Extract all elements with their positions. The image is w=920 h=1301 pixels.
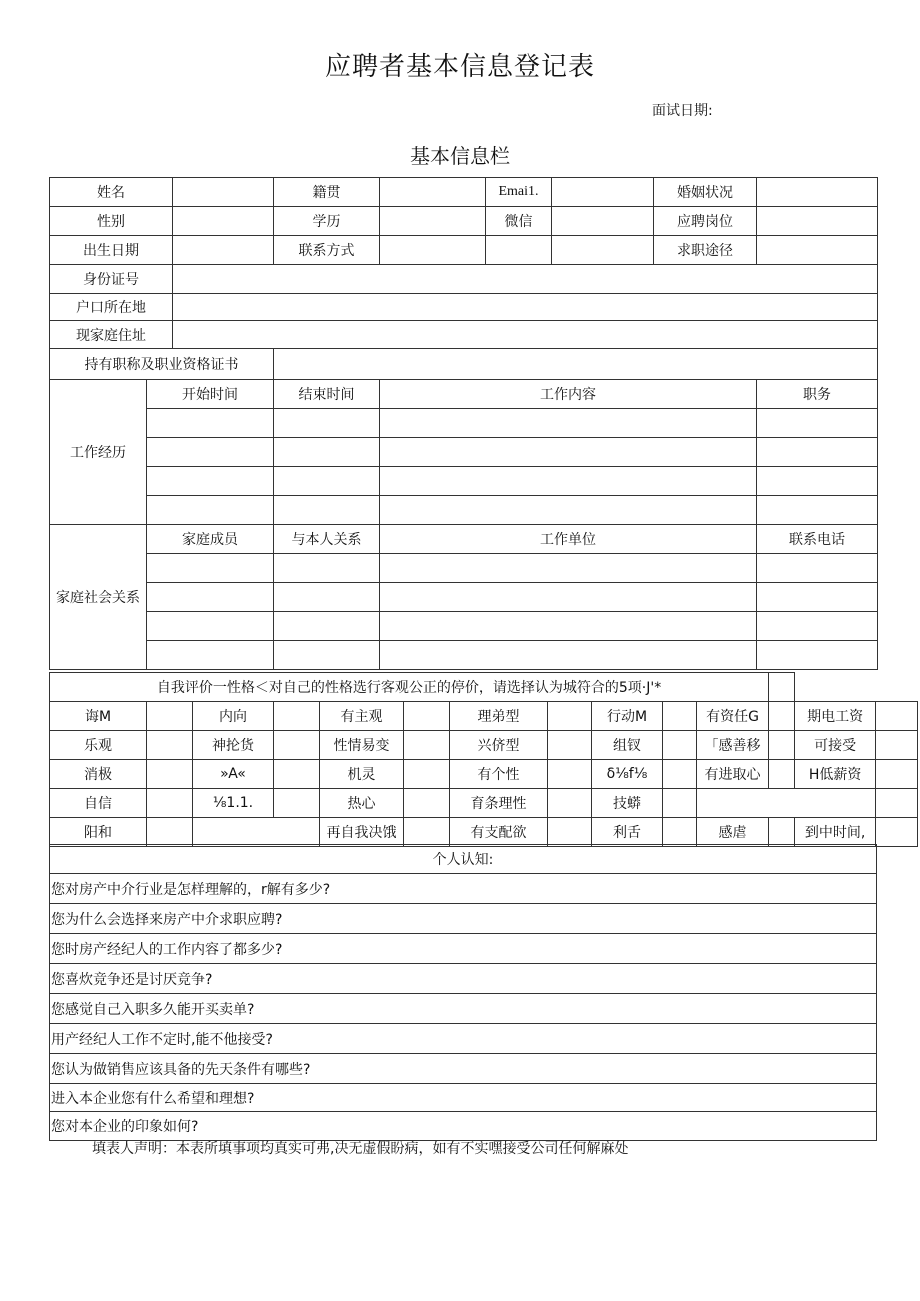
- label-native-place: 籍贯: [274, 178, 380, 207]
- family-cell[interactable]: [147, 583, 274, 612]
- trait-checkbox[interactable]: [404, 789, 450, 818]
- trait-row: [50, 818, 918, 847]
- trait-checkbox[interactable]: [548, 789, 592, 818]
- work-experience-label: 工作经历: [50, 380, 147, 525]
- work-cell[interactable]: [147, 496, 274, 525]
- field-contact[interactable]: [380, 236, 486, 265]
- work-cell[interactable]: [380, 496, 757, 525]
- work-cell[interactable]: [274, 438, 380, 467]
- label-gender: 性别: [50, 207, 173, 236]
- field-birth-date[interactable]: [173, 236, 274, 265]
- question-row[interactable]: 您感觉自己入职多久能开买卖单?: [50, 994, 877, 1024]
- trait-checkbox[interactable]: [663, 731, 697, 760]
- work-cell[interactable]: [757, 409, 878, 438]
- work-cell[interactable]: [274, 409, 380, 438]
- work-cell[interactable]: [380, 467, 757, 496]
- family-cell[interactable]: [757, 583, 878, 612]
- trait-label: 到中时间,: [795, 818, 876, 847]
- label-certificates: 持有职称及职业资格证书: [50, 349, 274, 380]
- work-cell[interactable]: [757, 438, 878, 467]
- trait-checkbox[interactable]: [147, 789, 193, 818]
- label-birth-date: 出生日期: [50, 236, 173, 265]
- prompt-blank: [769, 673, 795, 702]
- personal-cognition-table: [49, 844, 877, 1141]
- question-row[interactable]: 用产经纪人工作不定时,能不他接受?: [50, 1024, 877, 1054]
- family-row: [50, 612, 878, 641]
- field-marital-status[interactable]: [757, 178, 878, 207]
- label-address: 现家庭住址: [50, 321, 173, 349]
- trait-label: 诲M: [50, 702, 147, 731]
- trait-label: 内向: [193, 702, 274, 731]
- family-cell[interactable]: [274, 583, 380, 612]
- field-name[interactable]: [173, 178, 274, 207]
- work-cell[interactable]: [380, 409, 757, 438]
- field-position[interactable]: [757, 207, 878, 236]
- col-family-member: 家庭成员: [147, 525, 274, 554]
- family-cell[interactable]: [757, 612, 878, 641]
- trait-label: 可接受: [795, 731, 876, 760]
- trait-checkbox[interactable]: [663, 789, 697, 818]
- trait-label: 有资任G: [697, 702, 769, 731]
- col-end-time: 结束时间: [274, 380, 380, 409]
- col-employer: 工作单位: [380, 525, 757, 554]
- family-label: 家庭社会关系: [50, 525, 147, 670]
- trait-checkbox[interactable]: [147, 702, 193, 731]
- col-start-time: 开始时间: [147, 380, 274, 409]
- trait-checkbox[interactable]: [404, 818, 450, 847]
- trait-checkbox[interactable]: [404, 760, 450, 789]
- trait-label: 热心: [320, 789, 404, 818]
- family-row: [50, 641, 878, 670]
- cognition-title: 个人认知:: [50, 845, 877, 874]
- field-job-source[interactable]: [757, 236, 878, 265]
- trait-label: 利舌: [592, 818, 663, 847]
- work-cell[interactable]: [147, 409, 274, 438]
- prompt-blank-right: [795, 673, 918, 702]
- trait-label: 乐观: [50, 731, 147, 760]
- field-gender[interactable]: [173, 207, 274, 236]
- field-household[interactable]: [173, 294, 878, 321]
- col-phone: 联系电话: [757, 525, 878, 554]
- trait-checkbox[interactable]: [548, 760, 592, 789]
- self-evaluation-prompt: 自我评价一性格＜对自己的性格选行客观公正的停价，请选择认为城符合的5项·J'*: [50, 673, 769, 702]
- trait-checkbox[interactable]: [147, 760, 193, 789]
- trait-checkbox[interactable]: [663, 702, 697, 731]
- label-name: 姓名: [50, 178, 173, 207]
- trait-label: 期电工资: [795, 702, 876, 731]
- work-row: [50, 438, 878, 467]
- trait-label: 性情易变: [320, 731, 404, 760]
- trait-label: 组钗: [592, 731, 663, 760]
- trait-empty: [697, 789, 876, 818]
- label-id-number: 身份证号: [50, 265, 173, 294]
- self-evaluation-table: [49, 672, 918, 847]
- trait-checkbox[interactable]: [876, 731, 918, 760]
- section-title: 基本信息栏: [410, 144, 510, 168]
- page-title: 应聘者基本信息登记表: [324, 52, 595, 82]
- trait-label: »A«: [193, 760, 274, 789]
- question-row[interactable]: 进入本企业您有什么希望和理想?: [50, 1084, 877, 1112]
- label-position: 应聘岗位: [654, 207, 757, 236]
- work-cell[interactable]: [147, 467, 274, 496]
- trait-checkbox[interactable]: [769, 702, 795, 731]
- work-cell[interactable]: [757, 496, 878, 525]
- field-id-number[interactable]: [173, 265, 878, 294]
- field-native-place[interactable]: [380, 178, 486, 207]
- question-row[interactable]: 您时房产经纪人的工作内容了都多少?: [50, 934, 877, 964]
- question-row[interactable]: 您认为做销售应该具备的先天条件有哪些?: [50, 1054, 877, 1084]
- trait-label: 感虐: [697, 818, 769, 847]
- work-cell[interactable]: [757, 467, 878, 496]
- family-row: [50, 583, 878, 612]
- family-cell[interactable]: [757, 641, 878, 670]
- label-job-source: 求职途径: [654, 236, 757, 265]
- work-cell[interactable]: [274, 496, 380, 525]
- question-row[interactable]: 您喜炊竞争还是讨厌竞争?: [50, 964, 877, 994]
- trait-checkbox[interactable]: [404, 702, 450, 731]
- family-cell[interactable]: [380, 583, 757, 612]
- field-education[interactable]: [380, 207, 486, 236]
- trait-checkbox[interactable]: [548, 818, 592, 847]
- family-cell[interactable]: [274, 554, 380, 583]
- label-education: 学历: [274, 207, 380, 236]
- trait-label: H低薪资: [795, 760, 876, 789]
- trait-label: 神抡货: [193, 731, 274, 760]
- trait-checkbox[interactable]: [147, 818, 193, 847]
- family-cell[interactable]: [380, 612, 757, 641]
- work-cell[interactable]: [380, 438, 757, 467]
- interview-date-label: 面试日期:: [652, 103, 713, 119]
- label-contact: 联系方式: [274, 236, 380, 265]
- trait-label: 兴侪型: [450, 731, 548, 760]
- basic-info-table: [49, 177, 878, 670]
- trait-label: 行动M: [592, 702, 663, 731]
- field-address[interactable]: [173, 321, 878, 349]
- trait-checkbox[interactable]: [663, 818, 697, 847]
- trait-label: ⅛1.1.: [193, 789, 274, 818]
- trait-checkbox[interactable]: [769, 731, 795, 760]
- trait-label: 「感善移: [697, 731, 769, 760]
- trait-row: [50, 789, 918, 818]
- family-row: [50, 554, 878, 583]
- trait-checkbox[interactable]: [548, 731, 592, 760]
- question-row[interactable]: 您对本企业的印象如何?: [50, 1112, 877, 1141]
- trait-checkbox[interactable]: [876, 702, 918, 731]
- trait-label: 自信: [50, 789, 147, 818]
- col-job-title: 职务: [757, 380, 878, 409]
- trait-checkbox[interactable]: [147, 731, 193, 760]
- trait-label: 再自我决饿: [320, 818, 404, 847]
- question-row[interactable]: 您对房产中介行业是怎样理解的，r解有多少?: [50, 874, 877, 904]
- label-household: 户口所在地: [50, 294, 173, 321]
- family-cell[interactable]: [380, 554, 757, 583]
- trait-label: 有支配欲: [450, 818, 548, 847]
- trait-label: 技蟒: [592, 789, 663, 818]
- trait-row: [50, 702, 918, 731]
- trait-checkbox[interactable]: [404, 731, 450, 760]
- work-row: [50, 467, 878, 496]
- field-wechat[interactable]: [552, 207, 654, 236]
- trait-checkbox[interactable]: [769, 760, 795, 789]
- trait-checkbox[interactable]: [876, 760, 918, 789]
- work-row: [50, 496, 878, 525]
- trait-empty: [876, 789, 918, 818]
- trait-label: 消极: [50, 760, 147, 789]
- trait-label: 有主观: [320, 702, 404, 731]
- trait-row: [50, 731, 918, 760]
- label-wechat: 微信: [486, 207, 552, 236]
- trait-label: δ⅛f⅛: [592, 760, 663, 789]
- trait-label: 阳和: [50, 818, 147, 847]
- trait-empty: [193, 818, 320, 847]
- trait-checkbox[interactable]: [274, 731, 320, 760]
- trait-label: 育条理性: [450, 789, 548, 818]
- work-cell[interactable]: [274, 467, 380, 496]
- family-cell[interactable]: [147, 612, 274, 641]
- trait-checkbox[interactable]: [274, 789, 320, 818]
- family-cell[interactable]: [147, 641, 274, 670]
- trait-checkbox[interactable]: [876, 818, 918, 847]
- family-cell[interactable]: [274, 612, 380, 641]
- trait-label: 有个性: [450, 760, 548, 789]
- trait-label: 理弟型: [450, 702, 548, 731]
- trait-checkbox[interactable]: [663, 760, 697, 789]
- field-blank[interactable]: [552, 236, 654, 265]
- declaration: 填表人声明：本表所填事项均真实可弗,决无虚假盼病，如有不实嘿接受公司任何解麻处: [92, 1141, 629, 1157]
- trait-checkbox[interactable]: [548, 702, 592, 731]
- field-contact-extra[interactable]: [486, 236, 552, 265]
- family-cell[interactable]: [380, 641, 757, 670]
- col-work-content: 工作内容: [380, 380, 757, 409]
- work-cell[interactable]: [147, 438, 274, 467]
- field-certificates[interactable]: [274, 349, 878, 380]
- label-email: Emai1.: [486, 178, 552, 207]
- col-relation: 与本人关系: [274, 525, 380, 554]
- trait-label: 机灵: [320, 760, 404, 789]
- question-row[interactable]: 您为什么会选择来房产中介求职应聘?: [50, 904, 877, 934]
- trait-row: [50, 760, 918, 789]
- family-cell[interactable]: [147, 554, 274, 583]
- family-cell[interactable]: [757, 554, 878, 583]
- family-cell[interactable]: [274, 641, 380, 670]
- trait-checkbox[interactable]: [769, 818, 795, 847]
- trait-label: 有进取心: [697, 760, 769, 789]
- trait-checkbox[interactable]: [274, 760, 320, 789]
- field-email[interactable]: [552, 178, 654, 207]
- work-row: [50, 409, 878, 438]
- trait-checkbox[interactable]: [274, 702, 320, 731]
- label-marital-status: 婚姻状况: [654, 178, 757, 207]
